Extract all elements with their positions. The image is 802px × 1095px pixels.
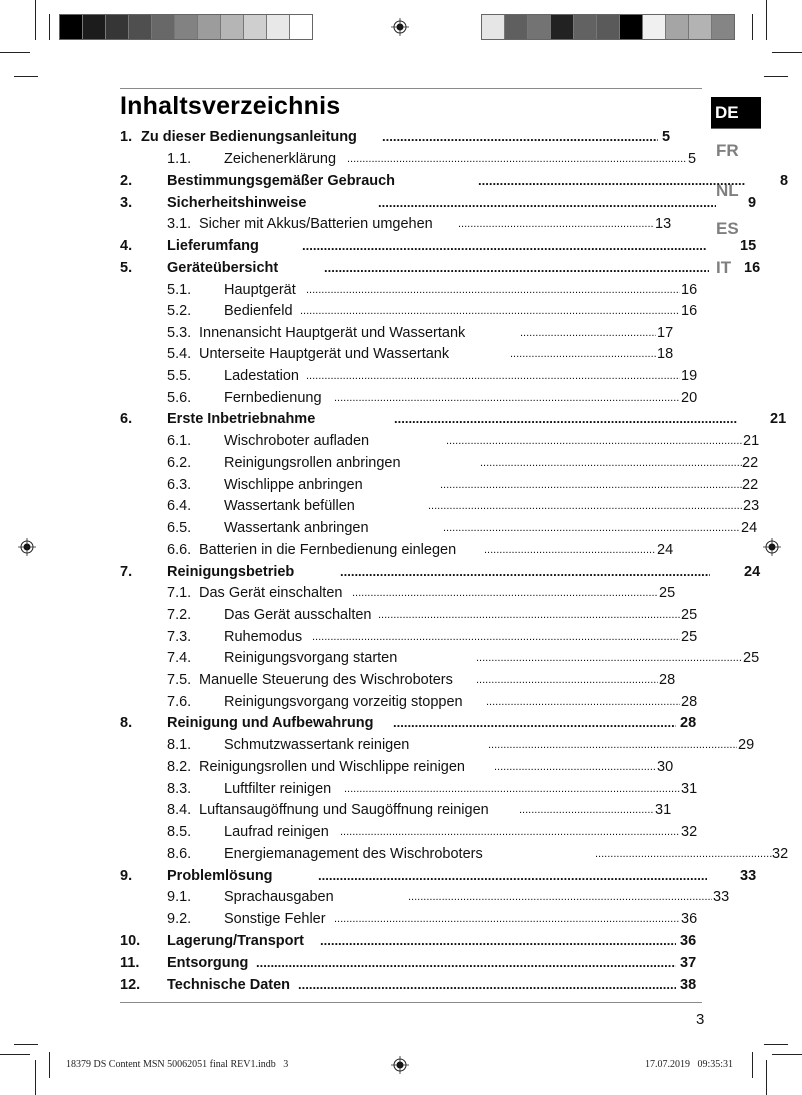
registration-mark-icon xyxy=(391,1056,409,1074)
crop-mark xyxy=(766,0,767,40)
toc-leader-dots xyxy=(306,366,680,386)
color-swatch xyxy=(83,15,106,39)
toc-entry[interactable] xyxy=(0,975,802,995)
toc-leader-dots xyxy=(458,214,654,234)
toc-leader-dots xyxy=(510,344,656,364)
toc-entry[interactable] xyxy=(0,800,802,820)
toc-leader-dots xyxy=(378,605,680,625)
toc-leader-dots xyxy=(484,540,656,560)
color-swatch xyxy=(244,15,267,39)
toc-entry-page: 23 xyxy=(743,498,760,514)
bottom-rule xyxy=(120,1002,702,1003)
toc-entry-label: Lagerung/Transport xyxy=(167,933,304,949)
crop-mark xyxy=(0,52,30,53)
toc-leader-dots xyxy=(480,453,742,473)
crop-mark xyxy=(766,1060,767,1095)
toc-entry-label: Technische Daten xyxy=(167,977,291,993)
toc-entry[interactable] xyxy=(0,887,802,907)
toc-leader-dots xyxy=(334,909,680,929)
toc-entry[interactable] xyxy=(0,583,802,603)
toc-leader-dots xyxy=(312,627,680,647)
toc-entry-label: Reinigungsvorgang vorzeitig stoppen xyxy=(224,694,463,710)
language-tab-es[interactable]: ES xyxy=(716,219,739,238)
toc-entry[interactable] xyxy=(0,562,802,582)
toc-entry-number: 6.1. xyxy=(167,433,192,449)
toc-entry-page: 28 xyxy=(680,715,697,731)
top-rule xyxy=(120,88,702,89)
language-tab-nl[interactable]: NL xyxy=(716,181,739,200)
toc-entry-label: Ladestation xyxy=(224,368,299,384)
toc-entry[interactable] xyxy=(0,431,802,451)
toc-entry-number: 6. xyxy=(120,411,133,427)
toc-entry[interactable] xyxy=(0,388,802,408)
toc-entry-page: 29 xyxy=(738,737,755,753)
toc-entry[interactable] xyxy=(0,692,802,712)
toc-entry-page: 25 xyxy=(659,585,676,601)
toc-entry-page: 37 xyxy=(680,955,697,971)
crop-mark xyxy=(14,76,38,77)
toc-entry-page: 25 xyxy=(681,607,698,623)
toc-leader-dots xyxy=(298,975,676,995)
toc-entry-number: 10. xyxy=(120,933,141,949)
toc-entry-page: 31 xyxy=(681,781,698,797)
toc-entry[interactable] xyxy=(0,236,802,256)
toc-entry-label: Das Gerät einschalten xyxy=(199,585,343,601)
toc-leader-dots xyxy=(256,953,676,973)
toc-entry-number: 6.3. xyxy=(167,477,192,493)
footer-file-slug: 18379 DS Content MSN 50062051 final REV1.indb 3 xyxy=(66,1059,289,1070)
toc-entry[interactable] xyxy=(0,409,802,429)
toc-entry[interactable] xyxy=(0,301,802,321)
toc-entry-number: 6.5. xyxy=(167,520,192,536)
toc-entry-page: 16 xyxy=(744,260,761,276)
toc-entry-label: Reinigungsrollen anbringen xyxy=(224,455,401,471)
toc-leader-dots xyxy=(334,388,680,408)
color-swatch xyxy=(666,15,689,39)
toc-leader-dots xyxy=(352,583,658,603)
language-tab-de[interactable]: DE xyxy=(711,97,761,129)
toc-entry[interactable] xyxy=(0,149,802,169)
crop-mark xyxy=(35,0,36,40)
toc-entry-number: 5.2. xyxy=(167,303,192,319)
toc-entry-label: Problemlösung xyxy=(167,868,273,884)
toc-entry[interactable] xyxy=(0,193,802,213)
toc-entry-page: 5 xyxy=(688,151,697,167)
toc-entry-number: 7.4. xyxy=(167,650,192,666)
toc-entry-page: 25 xyxy=(743,650,760,666)
toc-entry-number: 8.6. xyxy=(167,846,192,862)
toc-entry-label: Das Gerät ausschalten xyxy=(224,607,372,623)
toc-entry[interactable] xyxy=(0,496,802,516)
toc-entry-number: 6.6. xyxy=(167,542,192,558)
toc-entry-page: 9 xyxy=(748,195,757,211)
toc-entry-label: Wischroboter aufladen xyxy=(224,433,370,449)
toc-entry-page: 8 xyxy=(780,173,789,189)
toc-entry-number: 1.1. xyxy=(167,151,192,167)
toc-entry-label: Bestimmungsgemäßer Gebrauch xyxy=(167,173,396,189)
toc-leader-dots xyxy=(340,562,710,582)
crop-mark xyxy=(49,1052,50,1078)
toc-entry-page: 20 xyxy=(681,390,698,406)
color-swatch xyxy=(152,15,175,39)
toc-entry-label: Reinigungsrollen und Wischlippe reinigen xyxy=(199,759,465,775)
toc-entry-page: 18 xyxy=(657,346,674,362)
color-swatch xyxy=(267,15,290,39)
toc-entry-label: Reinigungsvorgang starten xyxy=(224,650,398,666)
toc-leader-dots xyxy=(344,779,680,799)
toc-entry-label: Reinigungsbetrieb xyxy=(167,564,295,580)
toc-entry-label: Entsorgung xyxy=(167,955,249,971)
toc-leader-dots xyxy=(440,475,742,495)
toc-entry[interactable] xyxy=(0,214,802,234)
toc-entry-number: 7.5. xyxy=(167,672,192,688)
toc-entry-number: 5.1. xyxy=(167,282,192,298)
color-calibration-bar-right xyxy=(481,14,735,40)
toc-entry[interactable] xyxy=(0,844,802,864)
toc-leader-dots xyxy=(340,822,680,842)
toc-entry-page: 19 xyxy=(681,368,698,384)
color-calibration-bar-left xyxy=(59,14,313,40)
toc-entry-label: Luftfilter reinigen xyxy=(224,781,332,797)
color-swatch xyxy=(551,15,574,39)
toc-entry[interactable] xyxy=(0,127,802,147)
toc-leader-dots xyxy=(488,735,737,755)
toc-entry-number: 7. xyxy=(120,564,133,580)
color-swatch xyxy=(712,15,734,39)
toc-entry[interactable] xyxy=(0,909,802,929)
toc-entry[interactable] xyxy=(0,258,802,278)
toc-entry[interactable] xyxy=(0,779,802,799)
toc-entry[interactable] xyxy=(0,735,802,755)
color-swatch xyxy=(290,15,312,39)
toc-entry-number: 5.6. xyxy=(167,390,192,406)
footer-timestamp: 17.07.2019 09:35:31 xyxy=(645,1059,734,1070)
toc-entry[interactable] xyxy=(0,953,802,973)
toc-entry-page: 24 xyxy=(657,542,674,558)
toc-entry-page: 31 xyxy=(655,802,672,818)
toc-entry-page: 5 xyxy=(662,129,671,145)
color-swatch xyxy=(620,15,643,39)
crop-mark xyxy=(764,76,788,77)
toc-entry[interactable] xyxy=(0,931,802,951)
toc-entry-number: 6.2. xyxy=(167,455,192,471)
toc-entry-number: 9. xyxy=(120,868,133,884)
toc-entry-page: 16 xyxy=(681,303,698,319)
toc-leader-dots xyxy=(476,670,658,690)
color-swatch xyxy=(574,15,597,39)
toc-entry[interactable] xyxy=(0,605,802,625)
toc-entry-page: 17 xyxy=(657,325,674,341)
toc-leader-dots xyxy=(347,149,686,169)
toc-entry-label: Laufrad reinigen xyxy=(224,824,329,840)
color-swatch xyxy=(60,15,83,39)
page-title: Inhaltsverzeichnis xyxy=(120,92,341,120)
crop-mark xyxy=(14,1044,38,1045)
toc-leader-dots xyxy=(302,236,706,256)
toc-entry-page: 21 xyxy=(743,433,760,449)
toc-entry-number: 7.6. xyxy=(167,694,192,710)
toc-entry-page: 28 xyxy=(659,672,676,688)
toc-entry-number: 8.5. xyxy=(167,824,192,840)
toc-leader-dots xyxy=(393,713,676,733)
toc-entry-label: Sicher mit Akkus/Batterien umgehen xyxy=(199,216,433,232)
toc-leader-dots xyxy=(494,757,656,777)
language-tab-it[interactable]: IT xyxy=(716,258,732,277)
toc-entry-label: Zu dieser Bedienungsanleitung xyxy=(141,129,357,145)
crop-mark xyxy=(49,14,50,40)
toc-entry-number: 8. xyxy=(120,715,133,731)
toc-entry[interactable] xyxy=(0,822,802,842)
toc-entry-label: Lieferumfang xyxy=(167,238,259,254)
toc-entry-number: 8.2. xyxy=(167,759,192,775)
toc-entry-label: Luftansaugöffnung und Saugöffnung reinigen xyxy=(199,802,489,818)
toc-entry-page: 33 xyxy=(740,868,757,884)
toc-entry-label: Schmutzwassertank reinigen xyxy=(224,737,410,753)
toc-entry-page: 36 xyxy=(681,911,698,927)
toc-entry-label: Unterseite Hauptgerät und Wassertank xyxy=(199,346,450,362)
toc-entry-number: 8.1. xyxy=(167,737,192,753)
toc-leader-dots xyxy=(595,844,772,864)
toc-entry-label: Wassertank anbringen xyxy=(224,520,369,536)
registration-mark-icon xyxy=(391,18,409,36)
color-swatch xyxy=(597,15,620,39)
toc-entry[interactable] xyxy=(0,475,802,495)
toc-entry-page: 38 xyxy=(680,977,697,993)
toc-entry-label: Reinigung und Aufbewahrung xyxy=(167,715,374,731)
toc-entry-label: Wischlippe anbringen xyxy=(224,477,363,493)
color-swatch xyxy=(505,15,528,39)
toc-entry-label: Geräteübersicht xyxy=(167,260,279,276)
toc-entry-page: 21 xyxy=(770,411,787,427)
toc-entry[interactable] xyxy=(0,757,802,777)
toc-entry-page: 32 xyxy=(681,824,698,840)
toc-leader-dots xyxy=(478,171,746,191)
toc-entry-number: 9.2. xyxy=(167,911,192,927)
toc-leader-dots xyxy=(519,800,654,820)
color-swatch xyxy=(643,15,666,39)
toc-leader-dots xyxy=(320,931,676,951)
toc-entry-label: Sonstige Fehler xyxy=(224,911,326,927)
crop-mark xyxy=(35,1060,36,1095)
crop-mark xyxy=(752,1052,753,1078)
toc-leader-dots xyxy=(443,518,740,538)
toc-leader-dots xyxy=(318,866,707,886)
toc-leader-dots xyxy=(394,409,737,429)
toc-entry-number: 5.3. xyxy=(167,325,192,341)
crop-mark xyxy=(0,1054,30,1055)
toc-entry[interactable] xyxy=(0,366,802,386)
toc-leader-dots xyxy=(486,692,680,712)
toc-entry-number: 5. xyxy=(120,260,133,276)
toc-leader-dots xyxy=(520,323,656,343)
toc-entry[interactable] xyxy=(0,540,802,560)
toc-leader-dots xyxy=(300,301,680,321)
color-swatch xyxy=(221,15,244,39)
toc-entry-number: 3. xyxy=(120,195,133,211)
color-swatch xyxy=(106,15,129,39)
toc-entry[interactable] xyxy=(0,866,802,886)
toc-entry-number: 7.1. xyxy=(167,585,192,601)
toc-entry-number: 2. xyxy=(120,173,133,189)
toc-leader-dots xyxy=(476,648,742,668)
color-swatch xyxy=(198,15,221,39)
color-swatch xyxy=(482,15,505,39)
toc-entry[interactable] xyxy=(0,670,802,690)
toc-entry-label: Fernbedienung xyxy=(224,390,322,406)
toc-entry-number: 7.3. xyxy=(167,629,192,645)
toc-entry[interactable] xyxy=(0,171,802,191)
crop-mark xyxy=(764,1044,788,1045)
toc-entry-page: 24 xyxy=(744,564,761,580)
toc-entry-label: Zeichenerklärung xyxy=(224,151,337,167)
toc-entry[interactable] xyxy=(0,648,802,668)
toc-entry[interactable] xyxy=(0,627,802,647)
toc-entry[interactable] xyxy=(0,518,802,538)
color-swatch xyxy=(129,15,152,39)
toc-leader-dots xyxy=(306,280,680,300)
color-swatch xyxy=(528,15,551,39)
toc-leader-dots xyxy=(408,887,712,907)
toc-entry-number: 3.1. xyxy=(167,216,192,232)
toc-entry-number: 4. xyxy=(120,238,133,254)
toc-entry-label: Sprachausgaben xyxy=(224,889,334,905)
crop-mark xyxy=(772,52,802,53)
toc-entry-page: 15 xyxy=(740,238,757,254)
toc-entry-page: 25 xyxy=(681,629,698,645)
toc-entry-page: 28 xyxy=(681,694,698,710)
toc-entry-label: Hauptgerät xyxy=(224,282,296,298)
toc-entry[interactable] xyxy=(0,323,802,343)
toc-entry[interactable] xyxy=(0,713,802,733)
toc-entry-page: 13 xyxy=(655,216,672,232)
toc-leader-dots xyxy=(382,127,658,147)
page-number: 3 xyxy=(696,1011,705,1028)
color-swatch xyxy=(689,15,712,39)
toc-entry-label: Innenansicht Hauptgerät und Wassertank xyxy=(199,325,466,341)
toc-entry-number: 5.4. xyxy=(167,346,192,362)
toc-entry[interactable] xyxy=(0,344,802,364)
toc-entry-label: Ruhemodus xyxy=(224,629,303,645)
color-swatch xyxy=(175,15,198,39)
toc-entry-number: 6.4. xyxy=(167,498,192,514)
toc-entry-number: 12. xyxy=(120,977,141,993)
toc-entry[interactable] xyxy=(0,453,802,473)
toc-entry-page: 36 xyxy=(680,933,697,949)
toc-entry-page: 22 xyxy=(742,477,759,493)
crop-mark xyxy=(772,1054,802,1055)
toc-entry-label: Erste Inbetriebnahme xyxy=(167,411,316,427)
toc-entry-page: 33 xyxy=(713,889,730,905)
toc-entry-page: 30 xyxy=(657,759,674,775)
toc-leader-dots xyxy=(324,258,709,278)
toc-entry-page: 32 xyxy=(772,846,789,862)
toc-entry-number: 8.4. xyxy=(167,802,192,818)
toc-leader-dots xyxy=(378,193,716,213)
toc-entry-page: 24 xyxy=(741,520,758,536)
toc-leader-dots xyxy=(428,496,742,516)
toc-entry-number: 1. xyxy=(120,129,133,145)
toc-entry-number: 7.2. xyxy=(167,607,192,623)
toc-entry-number: 9.1. xyxy=(167,889,192,905)
crop-mark xyxy=(752,14,753,40)
toc-entry-number: 11. xyxy=(120,955,140,971)
toc-entry-number: 5.5. xyxy=(167,368,192,384)
toc-entry-number: 8.3. xyxy=(167,781,192,797)
toc-entry-label: Wassertank befüllen xyxy=(224,498,355,514)
toc-entry[interactable] xyxy=(0,280,802,300)
toc-entry-label: Sicherheitshinweise xyxy=(167,195,307,211)
language-tab-fr[interactable]: FR xyxy=(716,141,739,160)
toc-entry-label: Bedienfeld xyxy=(224,303,293,319)
toc-entry-label: Batterien in die Fernbedienung einlegen xyxy=(199,542,457,558)
toc-entry-label: Manuelle Steuerung des Wischroboters xyxy=(199,672,453,688)
toc-entry-page: 16 xyxy=(681,282,698,298)
toc-entry-label: Energiemanagement des Wischroboters xyxy=(224,846,483,862)
toc-entry-page: 22 xyxy=(742,455,759,471)
toc-leader-dots xyxy=(446,431,742,451)
